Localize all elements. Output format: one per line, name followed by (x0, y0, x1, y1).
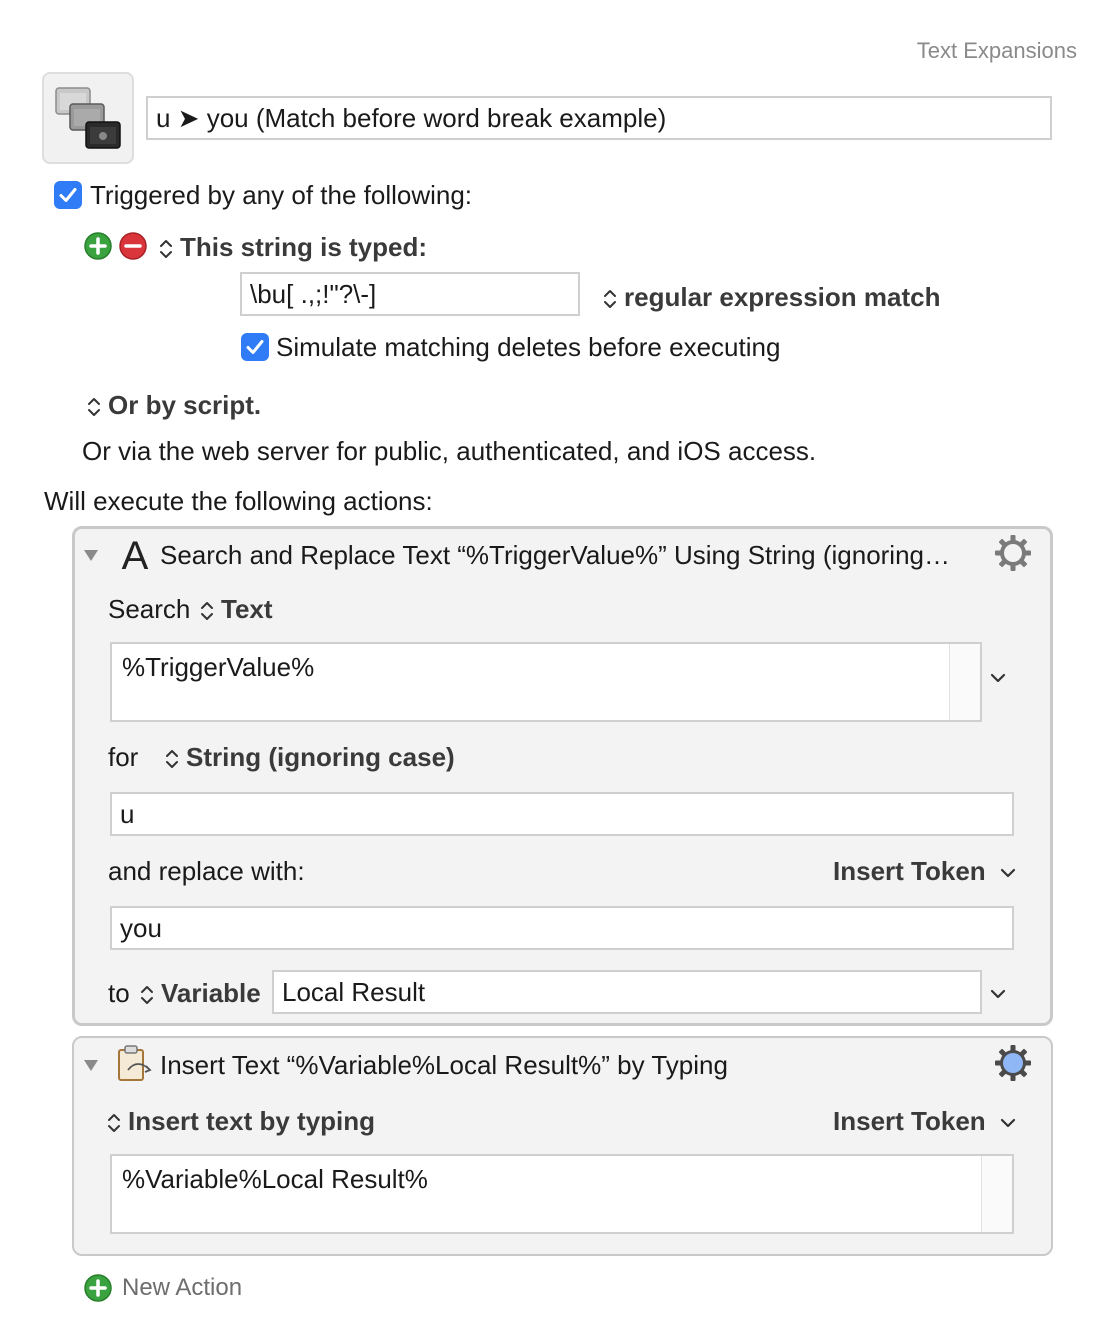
updown-chevron-icon (86, 394, 102, 420)
add-trigger-icon[interactable] (84, 232, 112, 260)
trigger-type-label: This string is typed: (180, 232, 428, 262)
to-mode-popup[interactable] (139, 978, 261, 1009)
insert-token-menu[interactable] (833, 1106, 1017, 1137)
search-label: Search (108, 594, 191, 624)
chevron-down-icon (999, 867, 1017, 879)
macro-group-label: Text Expansions (916, 38, 1077, 63)
search-text-area[interactable] (110, 642, 982, 722)
disclosure-triangle-icon[interactable] (81, 545, 101, 565)
chevron-down-icon (999, 1117, 1017, 1129)
for-mode-popup[interactable] (164, 742, 455, 773)
simulate-deletes-label: Simulate matching deletes before executing (276, 332, 781, 362)
triggered-checkbox[interactable] (54, 181, 82, 209)
insert-token-label: Insert Token (833, 1106, 986, 1136)
simulate-deletes-checkbox[interactable] (241, 333, 269, 361)
match-mode-popup[interactable] (602, 282, 940, 313)
search-mode-label: Text (221, 594, 273, 624)
checkmark-icon (54, 181, 82, 209)
new-action-label: New Action (122, 1274, 243, 1301)
chevron-down-icon[interactable] (989, 672, 1007, 684)
actions-heading: Will execute the following actions: (44, 486, 433, 516)
for-string-field[interactable]: u (110, 792, 1014, 836)
replace-with-field[interactable]: you (110, 906, 1014, 950)
web-server-text: Or via the web server for public, authenticated, and iOS access. (82, 436, 817, 466)
macro-icon-well[interactable] (42, 72, 134, 164)
variable-name-field[interactable]: Local Result (272, 970, 982, 1014)
to-label: to (108, 978, 130, 1008)
insert-mode-popup[interactable] (106, 1106, 375, 1137)
gear-icon[interactable] (993, 1043, 1033, 1083)
svg-text:A: A (121, 534, 149, 573)
insert-token-label: Insert Token (833, 856, 986, 886)
scrollbar[interactable] (949, 644, 980, 720)
insert-mode-label: Insert text by typing (128, 1106, 376, 1136)
windows-icon (44, 74, 132, 162)
for-label: for (108, 742, 139, 772)
or-by-script-popup[interactable] (86, 390, 261, 421)
remove-trigger-icon[interactable] (119, 232, 147, 260)
for-mode-label: String (ignoring case) (186, 742, 455, 772)
replace-with-label: and replace with: (108, 856, 305, 886)
new-action-button[interactable] (84, 1274, 242, 1302)
updown-chevron-icon (139, 982, 155, 1008)
checkmark-icon (241, 333, 269, 361)
insert-text-area[interactable] (110, 1154, 1014, 1234)
gear-icon[interactable] (993, 533, 1033, 573)
triggered-label: Triggered by any of the following: (90, 180, 473, 210)
trigger-type-popup[interactable] (158, 232, 427, 263)
updown-chevron-icon (164, 746, 180, 772)
insert-text-value: %Variable%Local Result% (122, 1164, 428, 1194)
add-icon (84, 1274, 112, 1302)
search-text-value: %TriggerValue% (122, 652, 315, 682)
updown-chevron-icon (106, 1110, 122, 1136)
or-by-script-label: Or by script. (108, 390, 262, 420)
updown-chevron-icon (158, 236, 174, 262)
chevron-down-icon[interactable] (989, 988, 1007, 1000)
clipboard-icon (116, 1044, 154, 1084)
disclosure-triangle-icon[interactable] (81, 1055, 101, 1075)
to-mode-label: Variable (161, 978, 261, 1008)
insert-token-menu[interactable] (833, 856, 1017, 887)
search-mode-popup[interactable] (199, 594, 273, 625)
text-action-icon (118, 533, 152, 573)
updown-chevron-icon (199, 598, 215, 624)
action2-title: Insert Text “%Variable%Local Result%” by Typing (160, 1050, 728, 1080)
match-mode-label: regular expression match (624, 282, 941, 312)
updown-chevron-icon (602, 286, 618, 312)
scrollbar[interactable] (981, 1156, 1012, 1232)
typed-string-field[interactable]: \bu[ .,;!"?\-] (240, 272, 580, 316)
macro-name-field[interactable]: u ➤ you (Match before word break example) (146, 96, 1052, 140)
action1-title: Search and Replace Text “%TriggerValue%” Using String (ignoring… (160, 540, 951, 570)
